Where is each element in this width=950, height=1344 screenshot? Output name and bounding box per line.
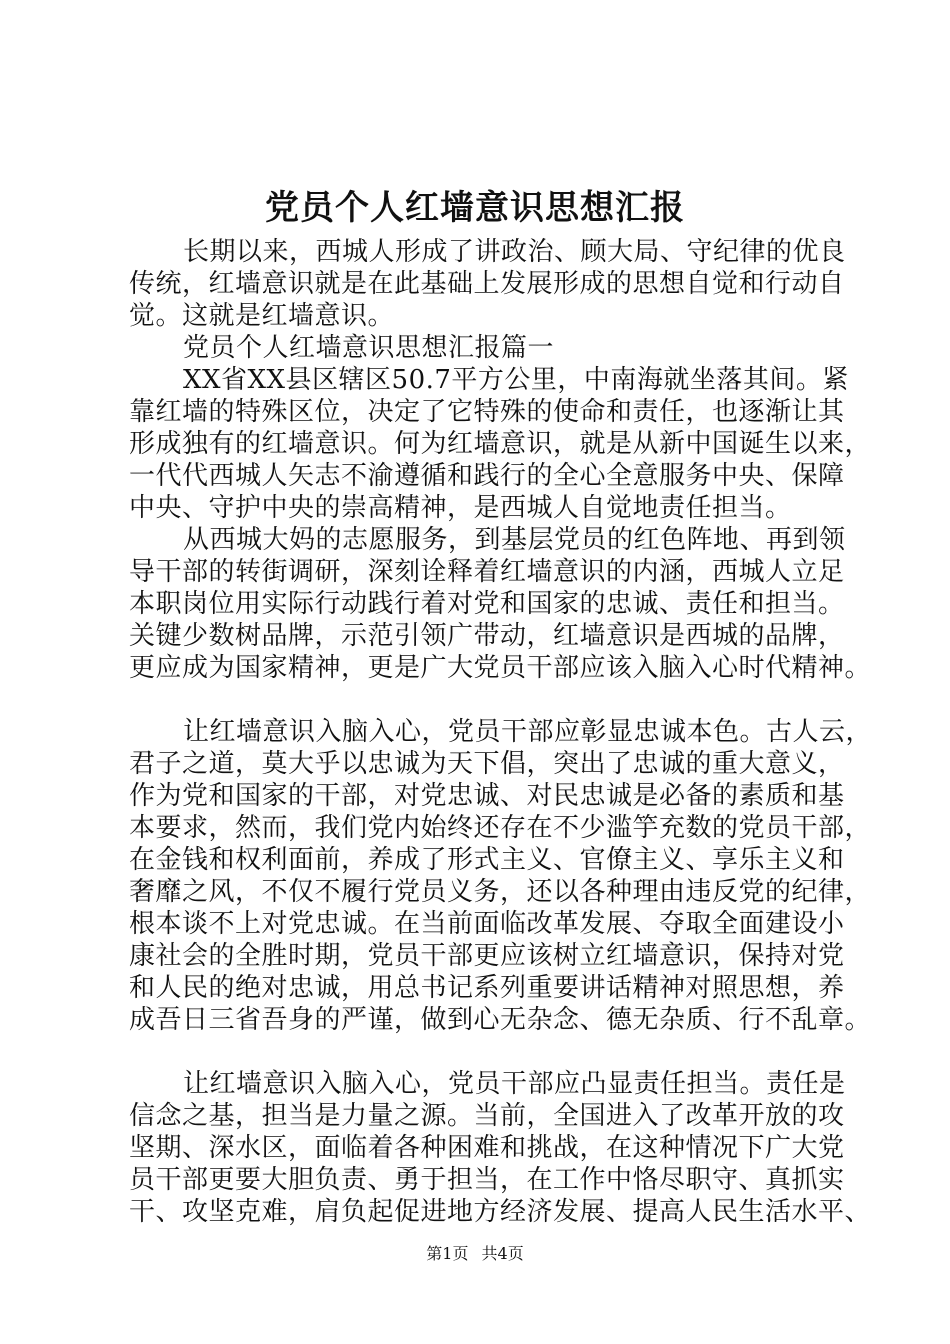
paragraph <box>129 716 873 1036</box>
text-line: 长期以来，西城人形成了讲政治、顾大局、守纪律的优良 <box>183 237 846 267</box>
paragraph <box>129 1068 872 1228</box>
text-line: 康社会的全胜时期，党员干部更应该树立红墙意识，保持对党 <box>129 941 845 971</box>
text-line: 一代代西城人矢志不渝遵循和践行的全心全意服务中央、保障 <box>129 461 845 491</box>
text-line: 员干部更要大胆负责、勇于担当，在工作中恪尽职守、真抓实 <box>129 1165 845 1195</box>
paragraph <box>129 524 872 684</box>
text-line: XX省XX县区辖区50.7平方公里，中南海就坐落其间。紧 <box>183 365 849 395</box>
text-line: 坚期、深水区，面临着各种困难和挑战，在这种情况下广大党 <box>129 1133 845 1163</box>
text-line: 君子之道，莫大乎以忠诚为天下倡，突出了忠诚的重大意义， <box>129 749 845 779</box>
text-line: 形成独有的红墙意识。何为红墙意识，就是从新中国诞生以来， <box>129 429 872 459</box>
page-number: 第1页 <box>426 1244 469 1263</box>
text-line: 和人民的绝对忠诚，用总书记系列重要讲话精神对照思想，养 <box>129 973 845 1003</box>
text-line: 信念之基，担当是力量之源。当前，全国进入了改革开放的攻 <box>129 1101 845 1131</box>
text-line: 本要求，然而，我们党内始终还存在不少滥竽充数的党员干部， <box>129 813 872 843</box>
section-heading <box>129 332 829 364</box>
text-line: 更应成为国家精神，更是广大党员干部应该入脑入心时代精神。 <box>129 653 872 683</box>
paragraph-gap <box>129 1036 829 1068</box>
text-line: 党员个人红墙意识思想汇报篇一 <box>183 333 555 363</box>
document-body <box>129 236 873 1228</box>
text-line: 本职岗位用实际行动践行着对党和国家的忠诚、责任和担当。 <box>129 589 845 619</box>
text-line: 在金钱和权利面前，养成了形式主义、官僚主义、享乐主义和 <box>129 845 845 875</box>
text-line: 奢靡之风，不仅不履行党员义务，还以各种理由违反党的纪律， <box>129 877 872 907</box>
text-line: 觉。这就是红墙意识。 <box>129 301 395 331</box>
text-line: 成吾日三省吾身的严谨，做到心无杂念、德无杂质、行不乱章。 <box>129 1005 872 1035</box>
document-title: 党员个人红墙意识思想汇报 <box>265 188 685 228</box>
page-total: 共4页 <box>481 1244 524 1263</box>
text-line: 从西城大妈的志愿服务，到基层党员的红色阵地、再到领 <box>183 525 846 555</box>
paragraph <box>129 364 872 524</box>
text-line: 作为党和国家的干部，对党忠诚、对民忠诚是必备的素质和基 <box>129 781 845 811</box>
text-line: 关键少数树品牌，示范引领广带动，红墙意识是西城的品牌， <box>129 621 845 651</box>
paragraph-gap <box>129 684 829 716</box>
text-line: 靠红墙的特殊区位，决定了它特殊的使命和责任，也逐渐让其 <box>129 397 845 427</box>
text-line: 干、攻坚克难，肩负起促进地方经济发展、提高人民生活水平、 <box>129 1197 872 1227</box>
page-footer <box>0 1244 950 1264</box>
text-line: 传统，红墙意识就是在此基础上发展形成的思想自觉和行动自 <box>129 269 845 299</box>
text-line: 根本谈不上对党忠诚。在当前面临改革发展、夺取全面建设小 <box>129 909 845 939</box>
text-line: 中央、守护中央的崇高精神，是西城人自觉地责任担当。 <box>129 493 792 523</box>
text-line: 导干部的转街调研，深刻诠释着红墙意识的内涵，西城人立足 <box>129 557 845 587</box>
text-line: 让红墙意识入脑入心，党员干部应凸显责任担当。责任是 <box>183 1069 846 1099</box>
paragraph <box>129 236 846 332</box>
text-line: 让红墙意识入脑入心，党员干部应彰显忠诚本色。古人云， <box>183 717 873 747</box>
